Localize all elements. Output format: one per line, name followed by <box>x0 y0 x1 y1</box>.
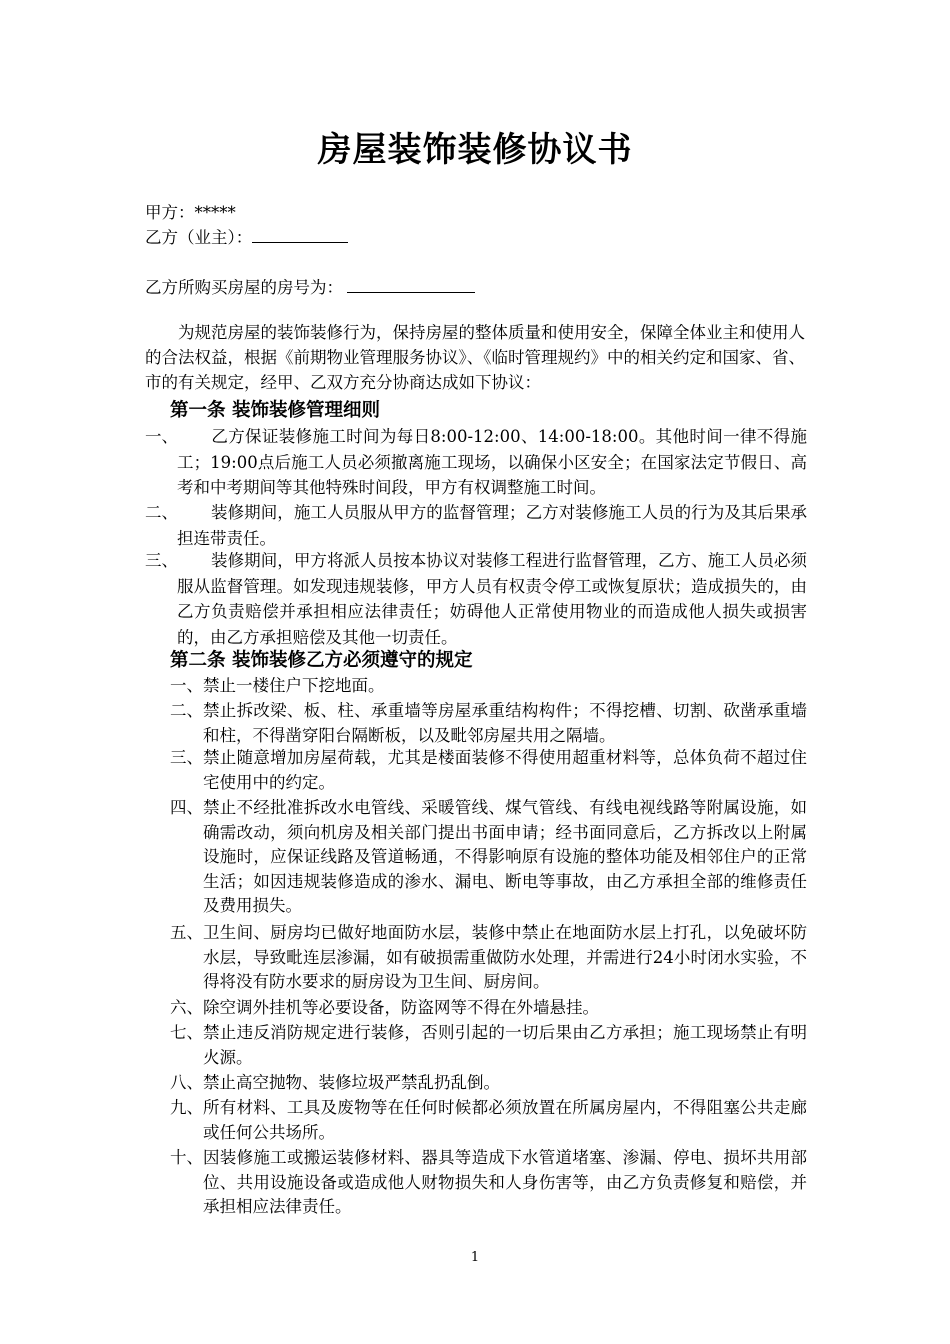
item-number: 二、 <box>145 503 178 522</box>
article-1-heading: 第一条 装饰装修管理细则 <box>170 400 380 421</box>
item-text: 禁止拆改梁、板、柱、承重墙等房屋承重结构构件；不得挖槽、切割、砍凿承重墙和柱，不得凿穿阳台隔断板，以及毗邻房屋共用之隔墙。 <box>203 701 807 745</box>
article-2-item-8 <box>170 1071 807 1096</box>
item-number: 五、 <box>170 923 203 942</box>
item-number: 一、 <box>170 676 203 695</box>
item-text: 装修期间，甲方将派人员按本协议对装修工程进行监督管理，乙方、施工人员必须服从监督管理。如发现违规装修，甲方人员有权责令停工或恢复原状；造成损失的，由乙方负责赔偿并承担相应法律责任；妨碍他人正常使用物业的而造成他人损失或损害的，由乙方承担赔偿及其他一切责任。 <box>177 551 807 647</box>
room-number-line <box>145 276 475 300</box>
intro-paragraph <box>145 320 805 395</box>
item-text: 装修期间，施工人员服从甲方的监督管理；乙方对装修施工人员的行为及其后果承担连带责任。 <box>177 503 807 548</box>
item-number: 三、 <box>145 551 178 570</box>
party-b-label: 乙方（业主）： <box>145 228 253 247</box>
party-b-blank <box>252 228 348 243</box>
item-number: 一、 <box>145 427 178 446</box>
item-text: 因装修施工或搬运装修材料、器具等造成下水管道堵塞、渗漏、停电、损坏共用部位、共用设施设备或造成他人财物损失和人身伤害等，由乙方负责修复和赔偿，并承担相应法律责任。 <box>203 1148 807 1216</box>
room-number-label: 乙方所购买房屋的房号为： <box>145 278 343 297</box>
item-number: 七、 <box>170 1023 203 1042</box>
item-text: 除空调外挂机等必要设备，防盗网等不得在外墙悬挂。 <box>203 998 599 1017</box>
article-2-item-6 <box>170 996 807 1021</box>
party-a-value: ***** <box>194 203 236 222</box>
article-1-item-1 <box>145 424 807 501</box>
item-number: 三、 <box>170 748 203 767</box>
item-text: 卫生间、厨房均已做好地面防水层，装修中禁止在地面防水层上打孔，以免破坏防水层，导致毗连层渗漏，如有破损需重做防水处理，并需进行24小时闭水实验，不得将没有防水要求的厨房设为卫生间、厨房间。 <box>203 923 807 991</box>
party-a-label: 甲方： <box>145 203 195 222</box>
item-number: 二、 <box>170 701 203 720</box>
item-text: 禁止不经批准拆改水电管线、采暖管线、煤气管线、有线电视线路等附属设施，如确需改动，须向机房及相关部门提出书面申请；经书面同意后，乙方拆改以上附属设施时，应保证线路及管道畅通，不得影响原有设施的整体功能及相邻住户的正常生活；如因违规装修造成的渗水、漏电、断电等事故，由乙方承担全部的维修责任及费用损失。 <box>203 798 807 915</box>
document-title: 房屋装饰装修协议书 <box>317 130 633 170</box>
party-b-line <box>145 226 348 250</box>
article-2-heading: 第二条 装饰装修乙方必须遵守的规定 <box>170 650 473 671</box>
article-2-item-1 <box>170 674 807 699</box>
article-2-item-2 <box>170 699 807 748</box>
intro-text: 为规范房屋的装饰装修行为，保持房屋的整体质量和使用安全，保障全体业主和使用人的合法权益，根据《前期物业管理服务协议》、《临时管理规约》中的相关约定和国家、省、市的有关规定，经甲、乙双方充分协商达成如下协议： <box>145 323 805 392</box>
item-number: 四、 <box>170 798 203 817</box>
room-number-blank <box>347 278 475 293</box>
item-text: 禁止随意增加房屋荷载，尤其是楼面装修不得使用超重材料等，总体负荷不超过住宅使用中的约定。 <box>203 748 807 792</box>
item-number: 九、 <box>170 1098 203 1117</box>
article-1-item-3 <box>145 548 807 650</box>
item-text: 乙方保证装修施工时间为每日8:00-12:00、14:00-18:00。其他时间一律不得施工；19:00点后施工人员必须撤离施工现场，以确保小区安全；在国家法定节假日、高考和中考期间等其他特殊时间段，甲方有权调整施工时间。 <box>177 427 807 497</box>
article-2-item-9 <box>170 1096 807 1145</box>
article-1-item-2 <box>145 500 807 551</box>
page-number: 1 <box>470 1250 480 1265</box>
article-2-item-5 <box>170 921 807 995</box>
item-text: 禁止一楼住户下挖地面。 <box>203 676 385 695</box>
article-2-item-7 <box>170 1021 807 1070</box>
article-2-item-3 <box>170 746 807 795</box>
article-2-item-10 <box>170 1146 807 1220</box>
item-number: 六、 <box>170 998 203 1017</box>
item-text: 禁止高空抛物、装修垃圾严禁乱扔乱倒。 <box>203 1073 500 1092</box>
party-a-line <box>145 201 236 225</box>
article-2-item-4 <box>170 796 807 919</box>
item-number: 八、 <box>170 1073 203 1092</box>
item-text: 所有材料、工具及废物等在任何时候都必须放置在所属房屋内，不得阻塞公共走廊或任何公共场所。 <box>203 1098 807 1142</box>
item-text: 禁止违反消防规定进行装修，否则引起的一切后果由乙方承担；施工现场禁止有明火源。 <box>203 1023 807 1067</box>
item-number: 十、 <box>170 1148 203 1167</box>
